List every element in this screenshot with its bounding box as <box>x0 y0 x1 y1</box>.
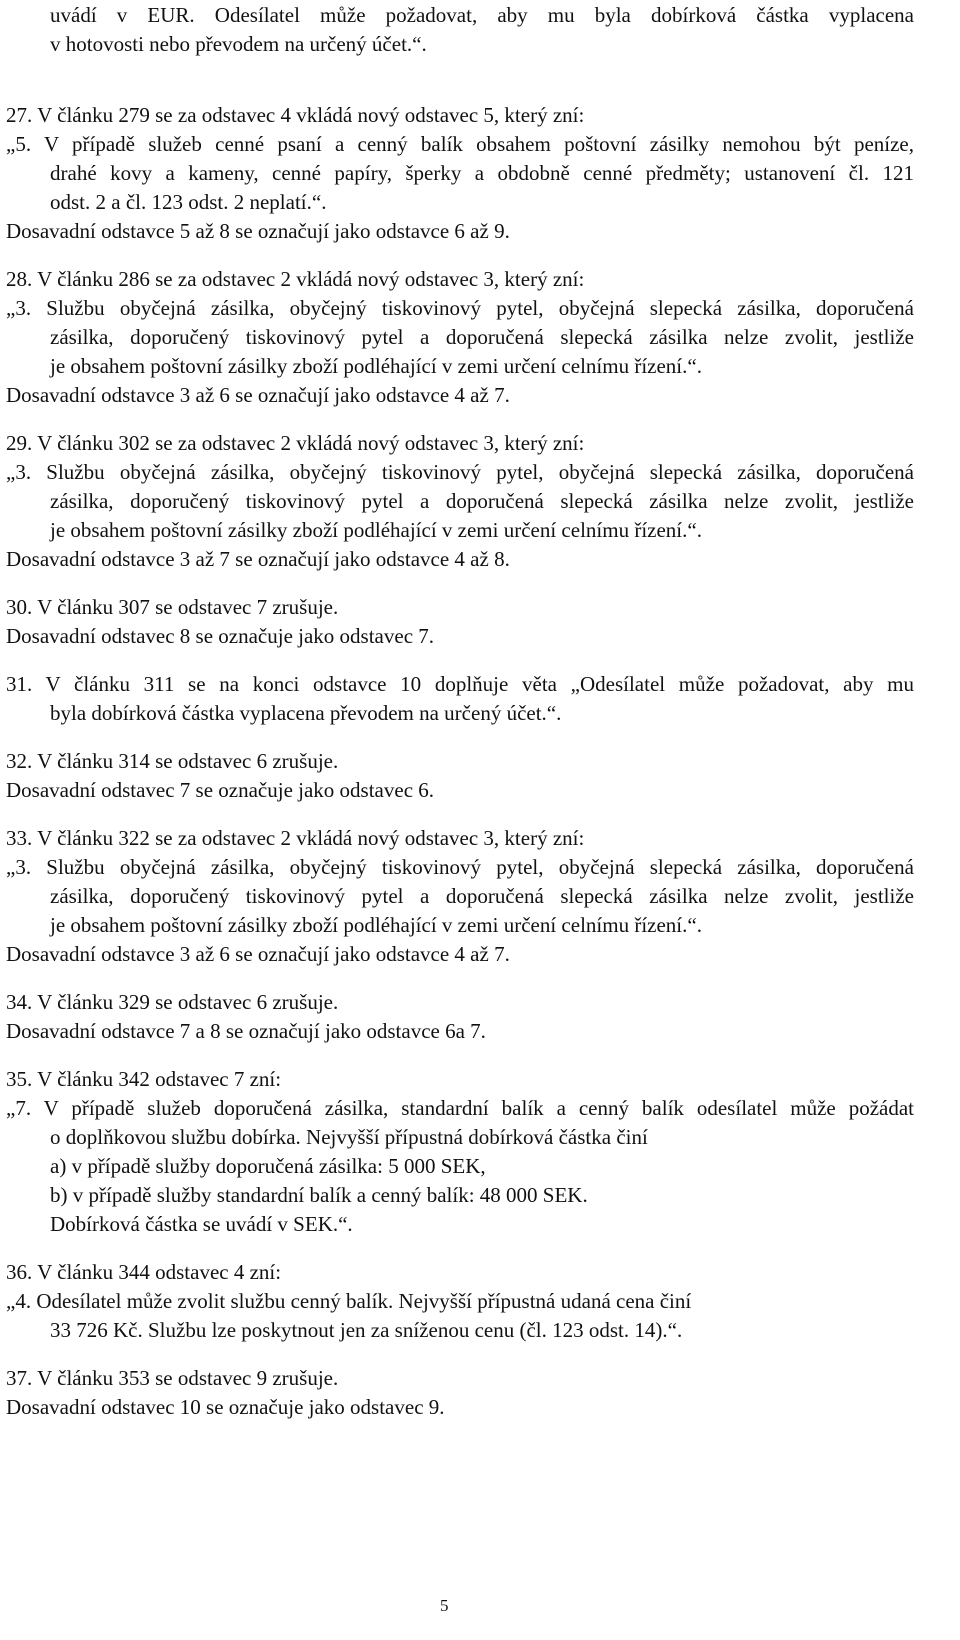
text-line: o doplňkovou službu dobírka. Nejvyšší přípustná dobírková částka činí <box>50 1125 648 1149</box>
text-line: odst. 2 a čl. 123 odst. 2 neplatí.“. <box>50 190 327 214</box>
text-line: Dosavadní odstavce 3 až 7 se označují jako odstavce 4 až 8. <box>6 547 510 571</box>
text-line: „3. Službu obyčejná zásilka, obyčejný tiskovinový pytel, obyčejná slepecká zásilka, doporučená <box>6 855 914 879</box>
page-number: 5 <box>440 1596 449 1615</box>
text-line: je obsahem poštovní zásilky zboží podléhající v zemi určení celnímu řízení.“. <box>50 518 702 542</box>
text-line: „3. Službu obyčejná zásilka, obyčejný tiskovinový pytel, obyčejná slepecká zásilka, doporučená <box>6 460 914 484</box>
text-line: drahé kovy a kameny, cenné papíry, šperky a obdobně cenné předměty; ustanovení čl. 121 <box>50 161 914 185</box>
text-line: 27. V článku 279 se za odstavec 4 vkládá nový odstavec 5, který zní: <box>6 103 585 127</box>
text-line: byla dobírková částka vyplacena převodem na určený účet.“. <box>50 701 562 725</box>
text-line: Dobírková částka se uvádí v SEK.“. <box>50 1212 353 1236</box>
text-line: 30. V článku 307 se odstavec 7 zrušuje. <box>6 595 339 619</box>
text-line: 36. V článku 344 odstavec 4 zní: <box>6 1260 282 1284</box>
text-line: „4. Odesílatel může zvolit službu cenný balík. Nejvyšší přípustná udaná cena činí <box>6 1289 692 1313</box>
text-line: 35. V článku 342 odstavec 7 zní: <box>6 1067 282 1091</box>
text-line: 31. V článku 311 se na konci odstavce 10 doplňuje věta „Odesílatel může požadovat, aby mu <box>6 672 914 696</box>
text-line: uvádí v EUR. Odesílatel může požadovat, aby mu byla dobírková částka vyplacena <box>50 3 914 27</box>
text-line: b) v případě služby standardní balík a cenný balík: 48 000 SEK. <box>50 1183 588 1207</box>
text-line: 33 726 Kč. Službu lze poskytnout jen za sníženou cenu (čl. 123 odst. 14).“. <box>50 1318 683 1342</box>
text-line: zásilka, doporučený tiskovinový pytel a doporučená slepecká zásilka nelze zvolit, jestliže <box>50 489 914 513</box>
text-line: „3. Službu obyčejná zásilka, obyčejný tiskovinový pytel, obyčejná slepecká zásilka, doporučená <box>6 296 914 320</box>
text-line: je obsahem poštovní zásilky zboží podléhající v zemi určení celnímu řízení.“. <box>50 354 702 378</box>
text-line: Dosavadní odstavce 5 až 8 se označují jako odstavce 6 až 9. <box>6 219 510 243</box>
text-line: Dosavadní odstavce 3 až 6 se označují jako odstavce 4 až 7. <box>6 942 510 966</box>
text-line: zásilka, doporučený tiskovinový pytel a doporučená slepecká zásilka nelze zvolit, jestliže <box>50 884 914 908</box>
text-line: „7. V případě služeb doporučená zásilka, standardní balík a cenný balík odesílatel může požádat <box>6 1096 914 1120</box>
text-line: 34. V článku 329 se odstavec 6 zrušuje. <box>6 990 339 1014</box>
text-line: Dosavadní odstavce 3 až 6 se označují jako odstavce 4 až 7. <box>6 383 510 407</box>
text-line: 32. V článku 314 se odstavec 6 zrušuje. <box>6 749 339 773</box>
text-line: je obsahem poštovní zásilky zboží podléhající v zemi určení celnímu řízení.“. <box>50 913 702 937</box>
text-line: 33. V článku 322 se za odstavec 2 vkládá nový odstavec 3, který zní: <box>6 826 585 850</box>
text-line: Dosavadní odstavec 8 se označuje jako odstavec 7. <box>6 624 435 648</box>
text-line: Dosavadní odstavec 7 se označuje jako odstavec 6. <box>6 778 435 802</box>
text-line: 37. V článku 353 se odstavec 9 zrušuje. <box>6 1366 339 1390</box>
text-line: v hotovosti nebo převodem na určený účet.“. <box>50 32 427 56</box>
text-line: „5. V případě služeb cenné psaní a cenný balík obsahem poštovní zásilky nemohou být peníze, <box>6 132 914 156</box>
text-line: Dosavadní odstavec 10 se označuje jako odstavec 9. <box>6 1395 445 1419</box>
text-line: zásilka, doporučený tiskovinový pytel a doporučená slepecká zásilka nelze zvolit, jestliže <box>50 325 914 349</box>
text-line: 28. V článku 286 se za odstavec 2 vkládá nový odstavec 3, který zní: <box>6 267 585 291</box>
text-line: a) v případě služby doporučená zásilka: 5 000 SEK, <box>50 1154 486 1178</box>
text-line: 29. V článku 302 se za odstavec 2 vkládá nový odstavec 3, který zní: <box>6 431 585 455</box>
text-line: Dosavadní odstavce 7 a 8 se označují jako odstavce 6a 7. <box>6 1019 486 1043</box>
